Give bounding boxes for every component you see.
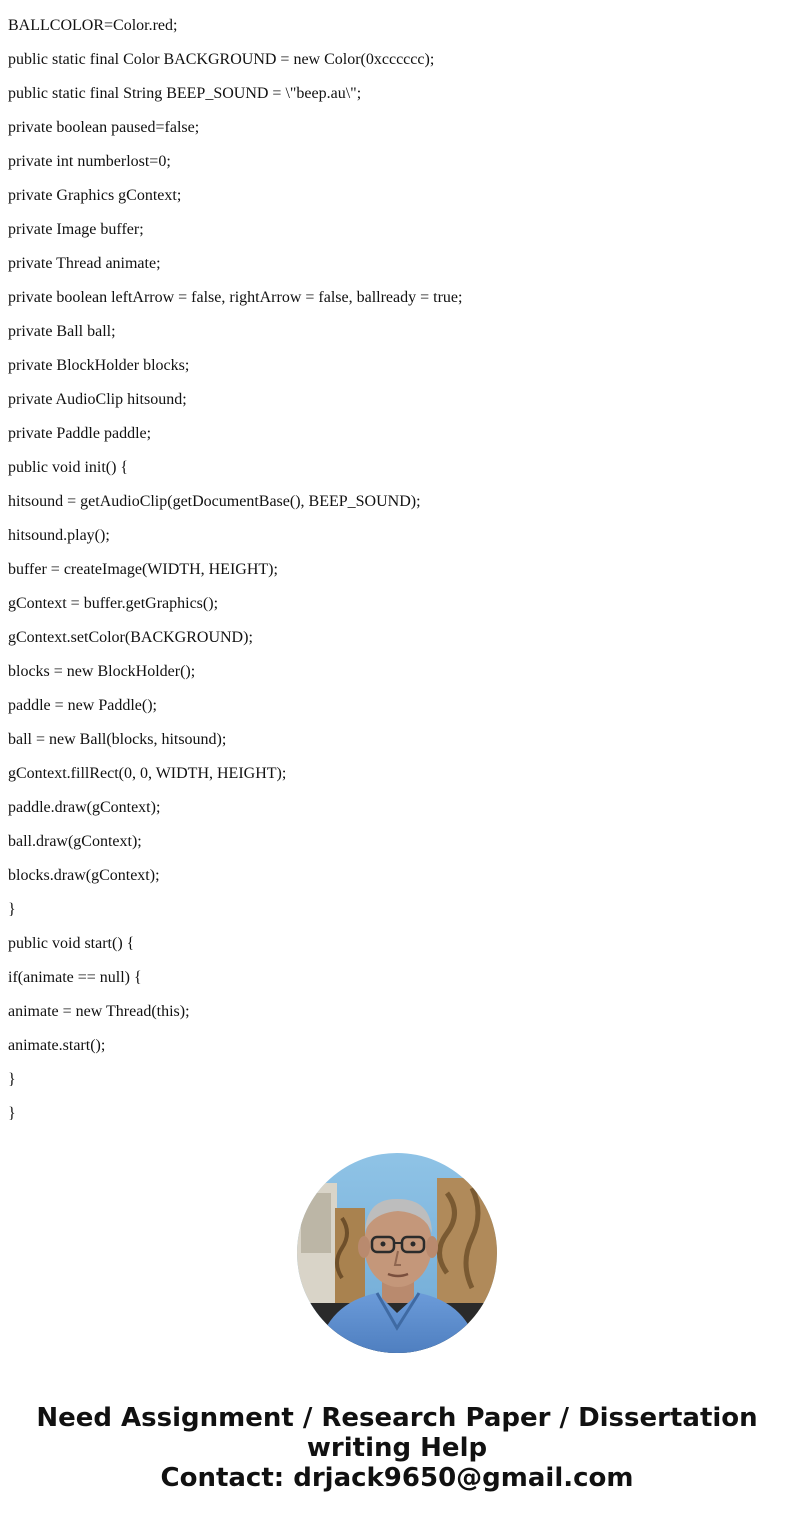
- code-line: public static final String BEEP_SOUND = \"beep.au\";: [8, 85, 362, 102]
- code-line: private Thread animate;: [8, 255, 161, 272]
- code-line: hitsound.play();: [8, 527, 110, 544]
- author-avatar: [297, 1153, 497, 1353]
- code-line: buffer = createImage(WIDTH, HEIGHT);: [8, 561, 278, 578]
- code-line: gContext = buffer.getGraphics();: [8, 595, 219, 612]
- code-line: public void start() {: [8, 935, 135, 952]
- code-line: }: [8, 1071, 16, 1088]
- code-line: gContext.setColor(BACKGROUND);: [8, 629, 253, 646]
- code-line: animate = new Thread(this);: [8, 1003, 190, 1020]
- code-line: public static final Color BACKGROUND = new Color(0xcccccc);: [8, 51, 435, 68]
- code-line: private boolean leftArrow = false, rightArrow = false, ballready = true;: [8, 289, 463, 306]
- code-line: private int numberlost=0;: [8, 153, 171, 170]
- code-line: blocks = new BlockHolder();: [8, 663, 196, 680]
- code-line: BALLCOLOR=Color.red;: [8, 17, 178, 34]
- code-line: private Graphics gContext;: [8, 187, 182, 204]
- code-line: gContext.fillRect(0, 0, WIDTH, HEIGHT);: [8, 765, 287, 782]
- code-line: animate.start();: [8, 1037, 106, 1054]
- code-line: ball = new Ball(blocks, hitsound);: [8, 731, 227, 748]
- promo-contact: Contact: drjack9650@gmail.com: [160, 1463, 634, 1493]
- code-line: ball.draw(gContext);: [8, 833, 142, 850]
- code-line: private boolean paused=false;: [8, 119, 200, 136]
- code-line: private Image buffer;: [8, 221, 144, 238]
- code-line: }: [8, 901, 16, 918]
- code-line: blocks.draw(gContext);: [8, 867, 160, 884]
- promo-block: [0, 1403, 794, 1493]
- code-line: private Paddle paddle;: [8, 425, 152, 442]
- code-line: private Ball ball;: [8, 323, 116, 340]
- code-line: public void init() {: [8, 459, 129, 476]
- promo-line-1: Need Assignment / Research Paper / Dissertation: [36, 1403, 758, 1433]
- code-line: private AudioClip hitsound;: [8, 391, 187, 408]
- code-line: hitsound = getAudioClip(getDocumentBase(), BEEP_SOUND);: [8, 493, 421, 510]
- author-photo: [297, 1153, 497, 1353]
- code-line: [8, 0, 367, 1]
- code-line: }: [8, 1105, 16, 1122]
- promo-line-2: writing Help: [306, 1433, 488, 1463]
- code-line: paddle.draw(gContext);: [8, 799, 161, 816]
- code-line: paddle = new Paddle();: [8, 697, 157, 714]
- code-line: private BlockHolder blocks;: [8, 357, 190, 374]
- code-line: if(animate == null) {: [8, 969, 142, 986]
